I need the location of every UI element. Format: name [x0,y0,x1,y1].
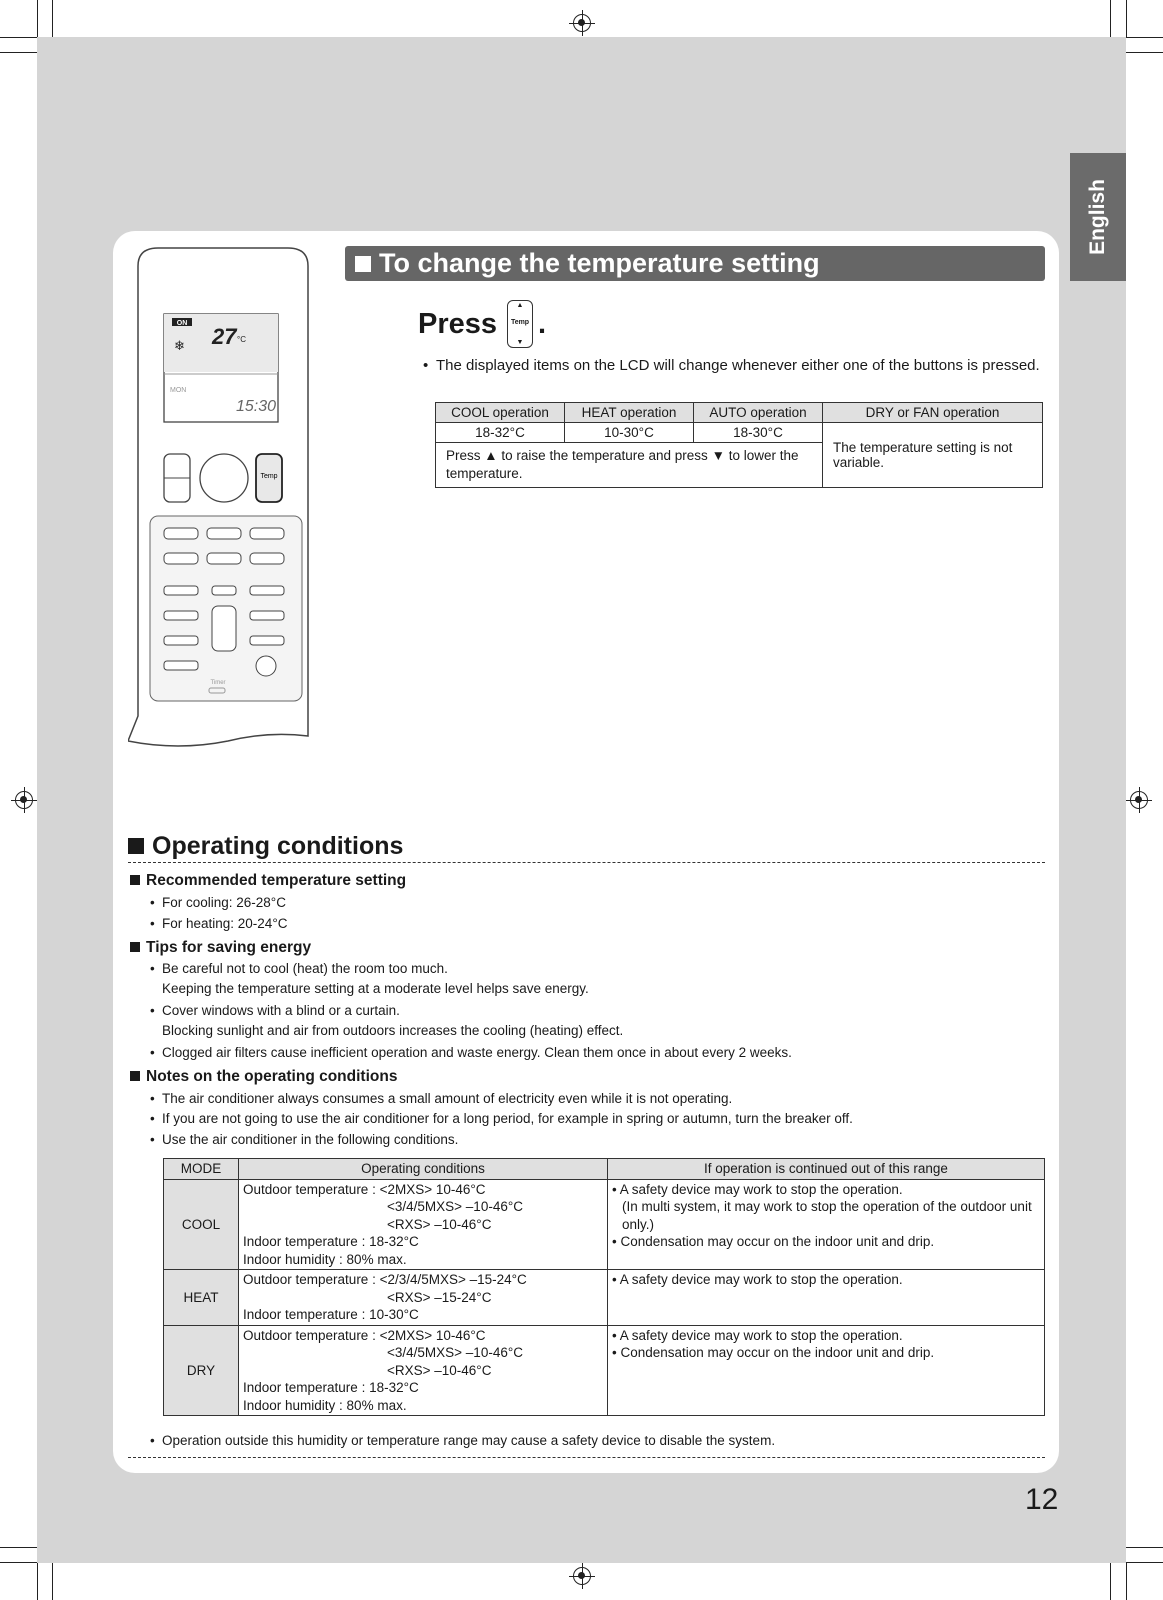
language-tab: English [1070,153,1126,281]
table-row [164,1325,1045,1416]
temperature-range-table [435,402,1043,488]
range-cool: 18-32°C [436,423,565,443]
conditions-cell: Outdoor temperature : <2MXS> 10-46°C <3/4/5MXS> –10-46°C <RXS> –10-46°C Indoor temperature : 18-32°C Indoor humidity : 80% max. [239,1325,608,1416]
crop-mark [0,37,37,38]
header-auto: AUTO operation [694,403,823,423]
lcd-on-label: ON [176,320,188,327]
consequence-cell: • A safety device may work to stop the operation. • Condensation may occur on the indoor unit and drip. [608,1325,1045,1416]
mode-cell: HEAT [164,1270,239,1326]
table-row [164,1270,1045,1326]
crop-mark [1110,0,1111,37]
table-row [164,1179,1045,1270]
temp-button-icon: ▲ Temp ▼ [507,300,533,348]
header-consequence: If operation is continued out of this range [608,1159,1045,1180]
remote-control-illustration [128,246,318,761]
list-item: • Be careful not to cool (heat) the room too much. Keeping the temperature setting at a moderate level helps save energy. [150,959,589,999]
crop-mark [1126,1562,1163,1563]
lcd-note: • The displayed items on the LCD will change whenever either one of the buttons is pressed. [423,357,1040,374]
snowflake-icon: ❄ [174,338,185,353]
lcd-unit: °C [237,335,246,344]
lcd-day: MON [170,387,187,394]
crop-mark [1110,1563,1111,1600]
list-item: • Use the air conditioner in the following conditions. [150,1130,458,1150]
crop-mark [0,1562,37,1563]
lcd-clock: 15:30 [236,398,277,415]
press-label: Press [418,307,498,340]
header-mode: MODE [164,1159,239,1180]
mode-cell: DRY [164,1325,239,1416]
conditions-cell: Outdoor temperature : <2MXS> 10-46°C <3/4/5MXS> –10-46°C <RXS> –10-46°C Indoor temperature : 18-32°C Indoor humidity : 80% max. [239,1179,608,1270]
crop-mark [37,0,38,37]
press-instruction: Press ▲ Temp ▼ . [418,302,547,346]
crop-mark [1126,1563,1127,1600]
section-title-temperature: To change the temperature setting [345,246,1045,281]
range-heat: 10-30°C [565,423,694,443]
list-item: • If you are not going to use the air conditioner for a long period, for example in spring or autumn, turn the breaker off. [150,1109,853,1129]
header-conditions: Operating conditions [239,1159,608,1180]
header-cool: COOL operation [436,403,565,423]
list-item: • The air conditioner always consumes a small amount of electricity even while it is not operating. [150,1089,732,1109]
press-arrows-note: Press ▲ to raise the temperature and press ▼ to lower the temperature. [436,443,823,488]
list-item: • For cooling: 26-28°C [150,893,286,913]
registration-mark [15,791,33,809]
crop-mark [1126,37,1163,38]
page-number: 12 [1025,1483,1059,1516]
section-title-operating-conditions: Operating conditions [128,832,403,861]
crop-mark [1126,1547,1163,1548]
list-item: • For heating: 20-24°C [150,914,287,934]
crop-mark [1126,52,1163,53]
conditions-cell: Outdoor temperature : <2/3/4/5MXS> –15-24°C <RXS> –15-24°C Indoor temperature : 10-30°C [239,1270,608,1326]
crop-mark [52,0,53,37]
header-dry-fan: DRY or FAN operation [823,403,1043,423]
remote-timer-label: Timer [210,680,226,686]
registration-mark [573,14,591,32]
list-item: • Cover windows with a blind or a curtain. Blocking sunlight and air from outdoors increases the cooling (heating) effect. [150,1001,623,1041]
crop-mark [0,52,37,53]
consequence-cell: • A safety device may work to stop the operation. (In multi system, it may work to stop the operation of the outdoor unit only.) • Condensation may occur on the indoor unit and drip. [608,1179,1045,1270]
crop-mark [52,1563,53,1600]
divider [128,862,1045,863]
list-item: • Clogged air filters cause inefficient operation and waste energy. Clean them once in about every 2 weeks. [150,1043,792,1063]
down-arrow-icon: ▼ [711,448,725,463]
footer-note: • Operation outside this humidity or temperature range may cause a safety device to disable the system. [150,1431,775,1451]
subheading-tips: Tips for saving energy [130,939,311,957]
crop-mark [37,1563,38,1600]
subheading-notes: Notes on the operating conditions [130,1068,397,1086]
crop-mark [0,1547,37,1548]
registration-mark [573,1567,591,1585]
consequence-cell: • A safety device may work to stop the operation. [608,1270,1045,1326]
header-heat: HEAT operation [565,403,694,423]
up-arrow-icon: ▲ [484,448,498,463]
operating-conditions-table [163,1158,1045,1416]
dry-fan-note: The temperature setting is not variable. [823,423,1043,488]
crop-mark [1126,0,1127,37]
registration-mark [1130,791,1148,809]
range-auto: 18-30°C [694,423,823,443]
remote-temp-button-label: Temp [260,473,278,480]
mode-cell: COOL [164,1179,239,1270]
subheading-recommended: Recommended temperature setting [130,872,406,890]
lcd-temperature: 27 [212,324,237,349]
divider [128,1457,1045,1458]
